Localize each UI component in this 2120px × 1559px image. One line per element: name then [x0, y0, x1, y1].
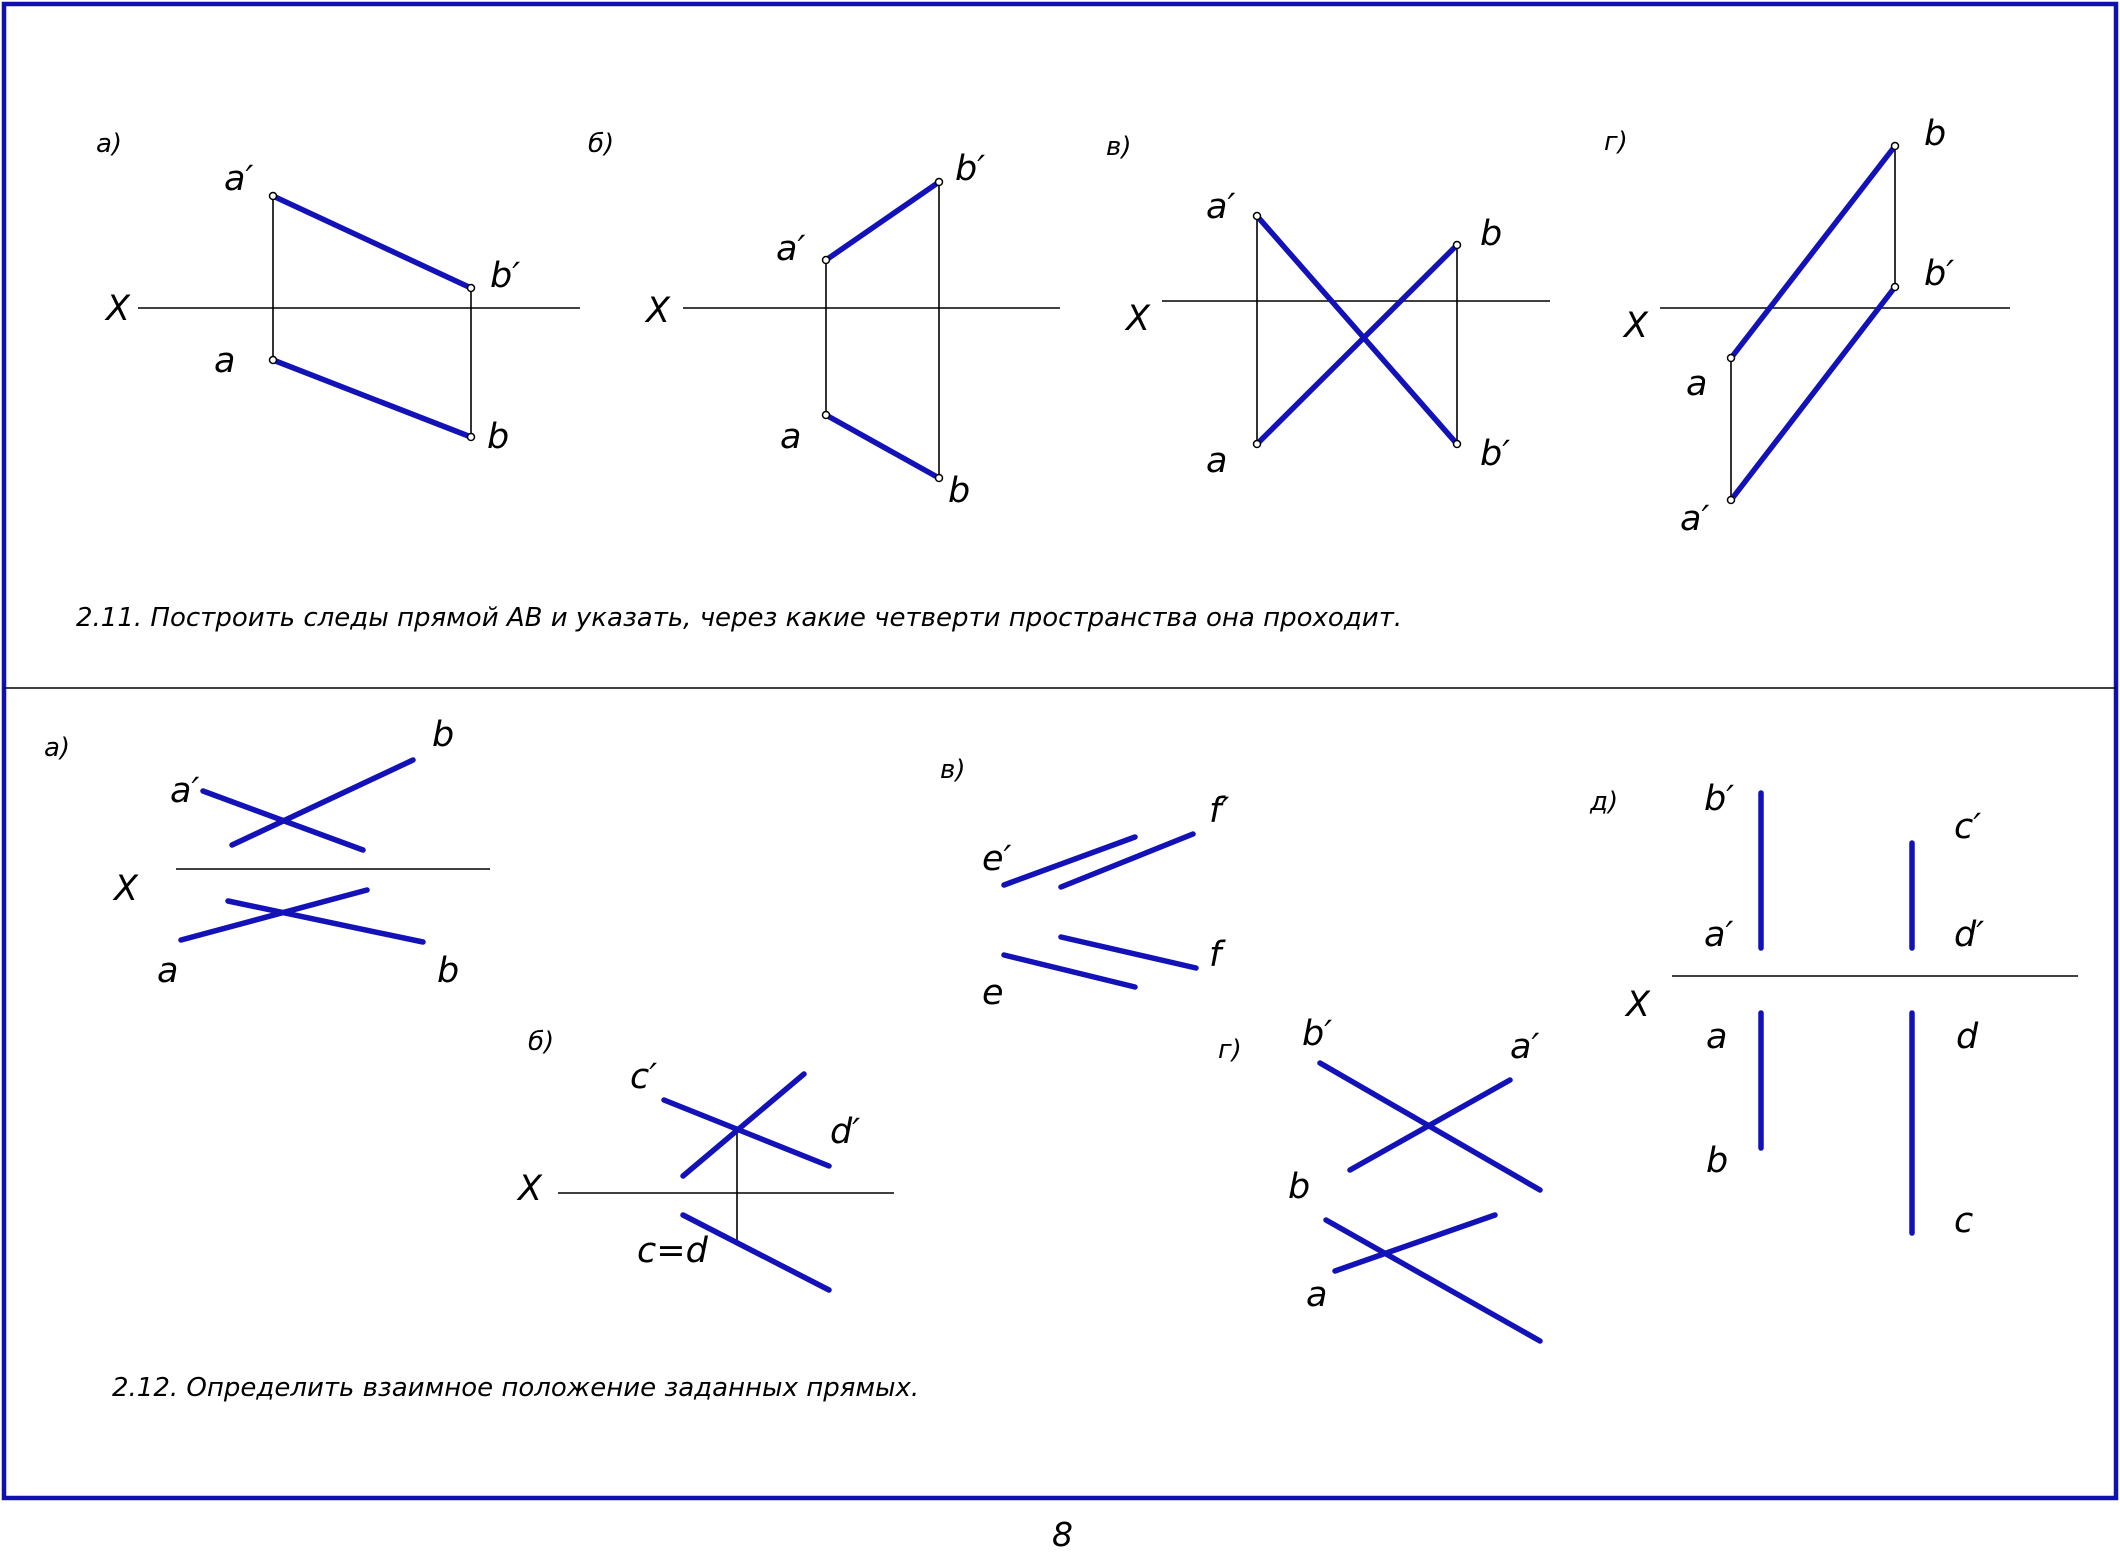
point-label: a [1206, 441, 1228, 481]
segment-horizontal [826, 415, 939, 478]
page-number: 8 [1052, 1515, 1073, 1554]
line-segment [683, 1074, 804, 1176]
point-label: d [1956, 1017, 1979, 1057]
point-label: a [214, 341, 236, 381]
panel-212-v [940, 755, 1229, 1013]
axis-label: X [1624, 306, 1648, 346]
point [270, 357, 277, 364]
point [936, 475, 943, 482]
point-label: a [1706, 1017, 1728, 1057]
point [270, 193, 277, 200]
point [1254, 441, 1261, 448]
segment-horizontal [273, 360, 471, 437]
panel-caption: б) [528, 1027, 555, 1057]
panel-caption: в) [940, 755, 966, 785]
segment-frontal [273, 196, 471, 288]
point-label: b [432, 715, 455, 755]
point-label: b [1924, 114, 1947, 154]
point-label: d′ [830, 1112, 861, 1152]
line-segment [664, 1100, 829, 1166]
point-label: a′ [1680, 499, 1710, 539]
point-label: a′ [1510, 1027, 1540, 1067]
point [1454, 441, 1461, 448]
point-label: e′ [982, 839, 1012, 879]
axis-label: X [1626, 985, 1650, 1025]
segment-lower [1731, 287, 1895, 500]
point [1454, 242, 1461, 249]
point-label: a′ [1704, 915, 1734, 955]
point-label: a [157, 951, 179, 991]
line-segment [1061, 937, 1196, 968]
point-label: b′ [1704, 779, 1735, 819]
point-label: b [1288, 1167, 1311, 1207]
point-label: b′ [1924, 254, 1955, 294]
panel-caption: д) [1590, 787, 1619, 817]
segment-frontal [1257, 216, 1457, 444]
point-label: a′ [776, 229, 806, 269]
axis-label: X [106, 289, 130, 329]
panel-211-v [1106, 132, 1550, 481]
point-label: a [1306, 1275, 1328, 1315]
point [1728, 355, 1735, 362]
line-segment [1335, 1215, 1495, 1271]
point [936, 179, 943, 186]
line-segment [1004, 837, 1135, 885]
point-label: a′ [1206, 187, 1236, 227]
point-label: d′ [1954, 915, 1985, 955]
axis-label: X [518, 1169, 542, 1209]
point-label: c′ [630, 1057, 658, 1097]
point-label: b [487, 417, 510, 457]
point-label: b [1480, 214, 1503, 254]
point-label: c′ [1954, 807, 1982, 847]
panel-212-d [1589, 779, 2078, 1241]
point-label: b [948, 471, 971, 511]
point-label: b′ [1302, 1014, 1333, 1054]
point-label: b′ [490, 256, 521, 296]
point-label: b′ [1480, 434, 1511, 474]
line-segment [181, 890, 367, 940]
panel-211-g [1604, 114, 2010, 539]
axis-label: X [114, 869, 138, 909]
panel-212-b [516, 1027, 894, 1290]
point-label: a′ [170, 771, 200, 811]
task-211-statement: 2.11. Построить следы прямой AB и указать, через какие четверти пространства она проходит. [76, 603, 1403, 633]
point [468, 434, 475, 441]
panel-caption: б) [588, 129, 615, 159]
point-label: a [1686, 364, 1708, 404]
panel-212-a [44, 715, 490, 991]
point [1892, 284, 1899, 291]
point-label: c [1954, 1201, 1974, 1241]
point [823, 257, 830, 264]
point-label: f′ [1209, 791, 1230, 831]
point-label: a′ [224, 159, 254, 199]
panel-caption: в) [1106, 132, 1132, 162]
point [468, 285, 475, 292]
point [823, 412, 830, 419]
segment-upper [1731, 146, 1895, 358]
panel-caption: г) [1218, 1035, 1242, 1065]
point-label: b [1706, 1141, 1729, 1181]
point-label: a [780, 417, 802, 457]
segment-horizontal [1257, 245, 1457, 444]
panel-211-b [588, 129, 1060, 511]
point [1892, 143, 1899, 150]
point-label: b′ [955, 149, 986, 189]
panel-caption: а) [96, 129, 123, 159]
sheet-frame [4, 4, 2116, 1498]
panel-caption: г) [1604, 127, 1628, 157]
task-212-statement: 2.12. Определить взаимное положение заданных прямых. [112, 1373, 920, 1403]
axis-label: X [1126, 299, 1150, 339]
segment-frontal [826, 182, 939, 260]
axis-label: X [646, 291, 670, 331]
line-segment [1004, 955, 1135, 987]
panel-caption: а) [44, 733, 71, 763]
point [1728, 497, 1735, 504]
panel-211-a [96, 129, 580, 457]
point-label: e [982, 973, 1004, 1013]
point-label: f [1209, 935, 1222, 975]
point-label: c=d [637, 1231, 708, 1271]
point [1254, 213, 1261, 220]
panel-212-g [1218, 1014, 1540, 1341]
point-label: b [437, 951, 460, 991]
